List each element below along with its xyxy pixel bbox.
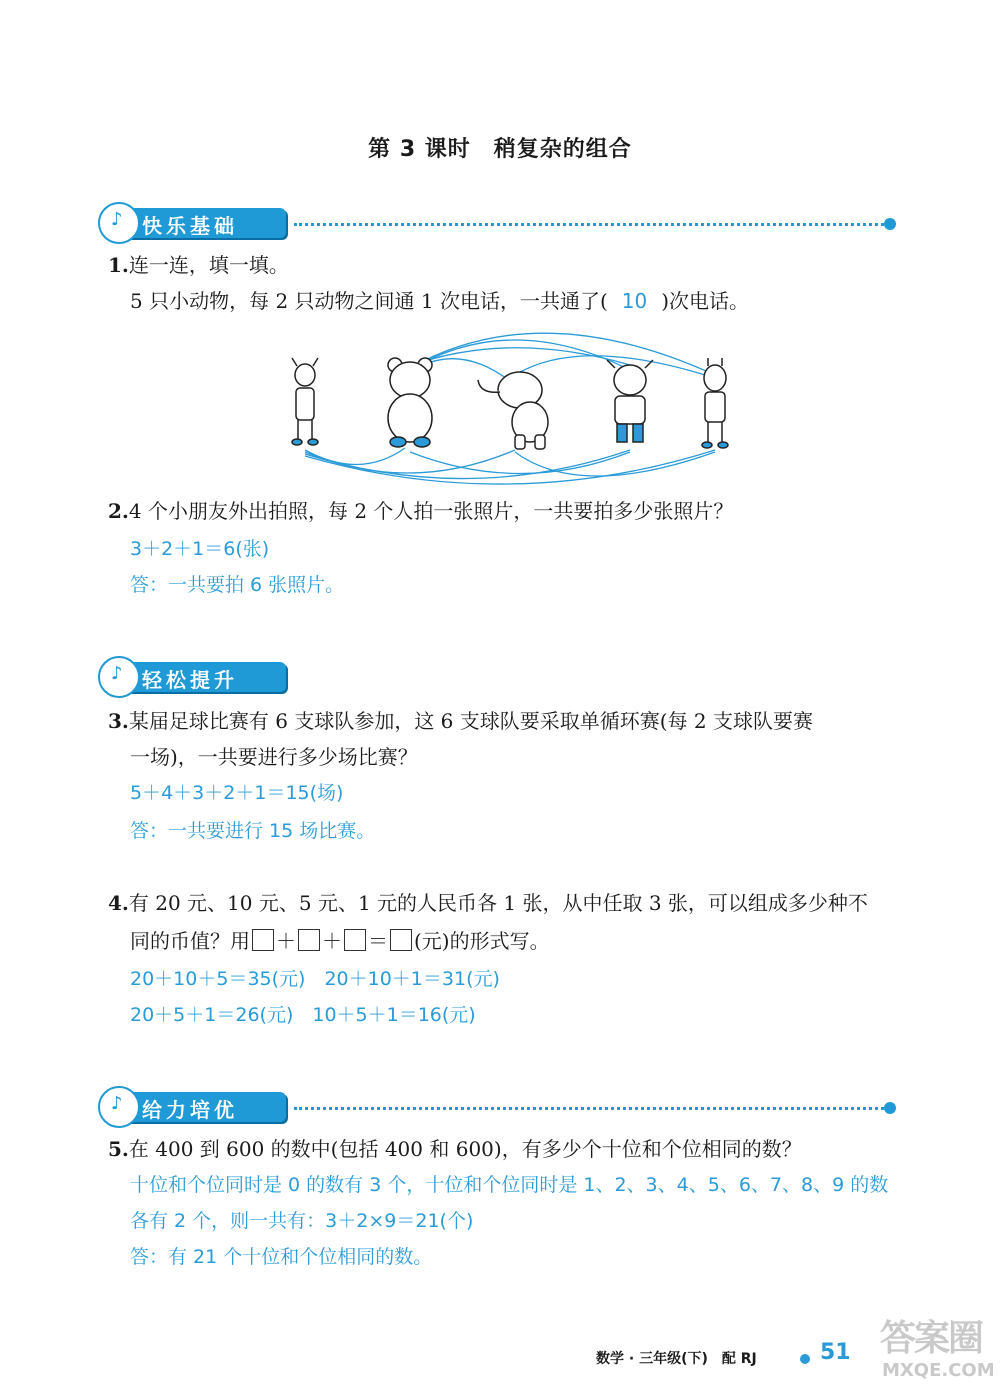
answer-line: 3＋2＋1＝6(张) (130, 538, 270, 560)
giraffe-icon (702, 358, 728, 448)
page-number: 51 (820, 1340, 851, 1365)
question-4 (108, 886, 908, 920)
question-text: 4 个小朋友外出拍照，每 2 个人拍一张照片，一共要拍多少张照片？ (128, 499, 734, 523)
q1-text-before: 5 只小动物，每 2 只动物之间通 1 次电话，一共通了( (130, 289, 608, 313)
q1-text-after: )次电话。 (661, 289, 750, 313)
question-3-line2: 一场)，一共要进行多少场比赛？ (130, 745, 418, 769)
answer-line: 十位和个位同时是 0 的数有 3 个，十位和个位同时是 1、2、3、4、5、6、7、8、9 的数 (130, 1174, 889, 1196)
bear-icon (388, 358, 432, 447)
page-title: 第 3 课时 稍复杂的组合 (368, 137, 632, 162)
question-number: 2. (108, 499, 129, 523)
music-note-icon: ♪ (98, 656, 140, 698)
blank-box (298, 929, 320, 951)
page-number-dot (800, 1354, 810, 1364)
divider-end-dot (884, 218, 896, 230)
music-note-icon: ♪ (98, 1086, 140, 1128)
section-label: 给力培优 (142, 1098, 238, 1122)
question-1 (108, 248, 908, 282)
goat-icon (292, 358, 318, 445)
answer-line: 答：一共要拍 6 张照片。 (130, 574, 345, 596)
dotted-divider (294, 223, 884, 226)
connection-line (305, 450, 515, 473)
question-text: 连一连，填一填。 (128, 253, 289, 277)
question-text: 有 20 元、10 元、5 元、1 元的人民币各 1 张，从中任取 3 张，可以组成多少种不 (128, 891, 868, 915)
question-number: 1. (108, 253, 129, 277)
answer-line: 5＋4＋3＋2＋1＝15(场) (130, 782, 344, 804)
question-number: 5. (108, 1137, 129, 1161)
question-2 (108, 494, 908, 528)
section-banner-improve (98, 656, 898, 696)
divider-end-dot (884, 1102, 896, 1114)
watermark-url: MXQE.COM (882, 1360, 995, 1381)
q4-text-before: 同的币值？用 (130, 929, 250, 953)
section-banner-advanced (98, 1086, 898, 1126)
question-number: 3. (108, 709, 129, 733)
question-text: 在 400 到 600 的数中(包括 400 和 600)，有多少个十位和个位相同的数？ (128, 1137, 802, 1161)
elephant-icon (478, 372, 548, 449)
q4-text-after: (元)的形式写。 (414, 929, 550, 953)
section-label: 轻松提升 (142, 668, 238, 692)
question-4-line2 (130, 924, 930, 958)
connection-line (410, 340, 630, 370)
answer-line: 20＋5＋1＝26(元) 10＋5＋1＝16(元) (130, 1004, 476, 1026)
blank-box (252, 929, 274, 951)
answer-line: 各有 2 个，则一共有：3＋2×9＝21(个) (130, 1210, 474, 1232)
music-note-icon: ♪ (98, 202, 140, 244)
answer-line: 答：有 21 个十位和个位相同的数。 (130, 1246, 433, 1268)
answer-line: 答：一共要进行 15 场比赛。 (130, 820, 376, 842)
answer-line: 20＋10＋5＝35(元) 20＋10＋1＝31(元) (130, 968, 500, 990)
question-3 (108, 704, 908, 738)
footer-subject: 数学 · 三年级(下) 配 RJ (596, 1351, 757, 1367)
question-1-line (130, 284, 930, 318)
connection-line (410, 348, 630, 366)
section-label: 快乐基础 (142, 214, 238, 238)
question-number: 4. (108, 891, 129, 915)
blank-box (344, 929, 366, 951)
plus-sign: ＋ (276, 929, 296, 953)
equals-sign: ＝ (368, 929, 388, 953)
cow-icon (607, 360, 653, 442)
connection-line (305, 450, 715, 484)
connection-line (305, 448, 405, 465)
section-banner-basic (98, 202, 898, 242)
question-text: 某届足球比赛有 6 支球队参加，这 6 支球队要采取单循环赛(每 2 支球队要赛 (128, 709, 814, 733)
animals-illustration (280, 330, 750, 490)
plus-sign: ＋ (322, 929, 342, 953)
question-5 (108, 1132, 928, 1166)
blank-box (390, 929, 412, 951)
dotted-divider (294, 1107, 884, 1110)
q1-answer: 10 (621, 289, 648, 313)
watermark-logo: 答案圈 (880, 1318, 983, 1359)
